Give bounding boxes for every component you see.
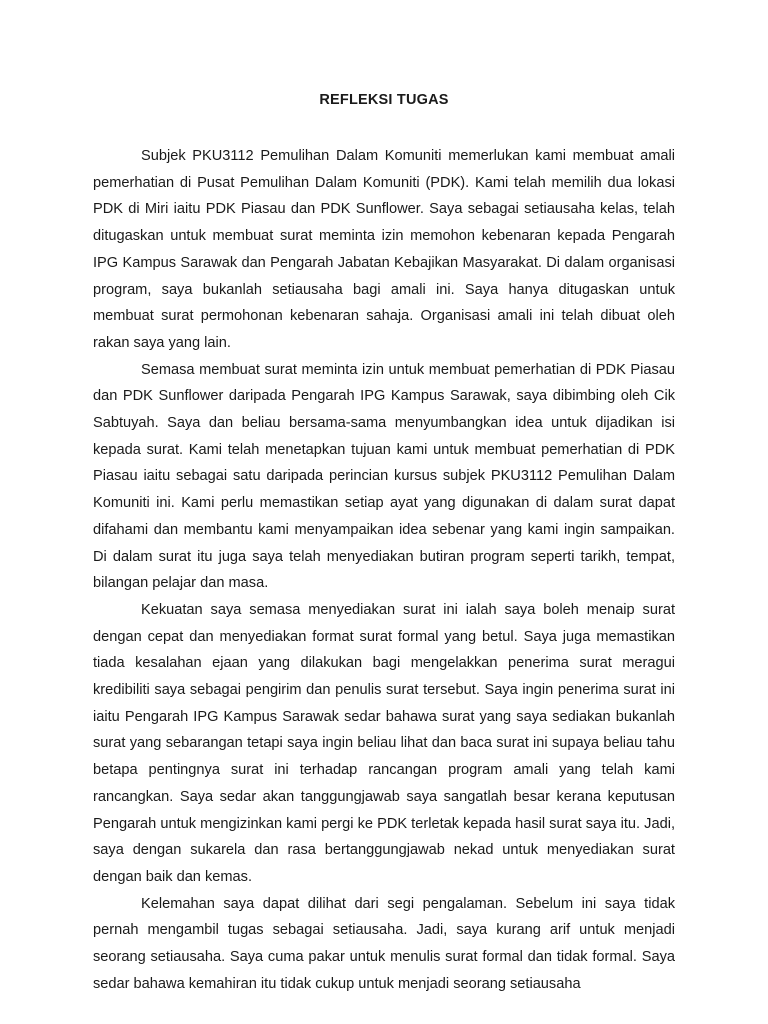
paragraph-1: Subjek PKU3112 Pemulihan Dalam Komuniti memerlukan kami membuat amali pemerhatian di Pusat Pemulihan Dalam Komuniti (PDK). Kami telah memilih dua lokasi PDK di Miri iaitu PDK Piasau dan PDK Sunflower. Saya sebagai setiausaha kelas, telah ditugaskan untuk membuat surat meminta izin memohon kebenaran kepada Pengarah IPG Kampus Sarawak dan Pengarah Jabatan Kebajikan Masyarakat. Di dalam organisasi program, saya bukanlah setiausaha bagi amali ini. Saya hanya ditugaskan untuk membuat surat permohonan kebenaran sahaja. Organisasi amali ini telah dibuat oleh rakan saya yang lain. <box>93 148 675 351</box>
paragraph-4: Kelemahan saya dapat dilihat dari segi pengalaman. Sebelum ini saya tidak pernah mengambil tugas sebagai setiausaha. Jadi, saya kurang arif untuk menjadi seorang setiausaha. Saya cuma pakar untuk menulis surat formal dan tidak formal. Saya sedar bahawa kemahiran itu tidak cukup untuk menjadi seorang setiausaha <box>93 895 675 992</box>
paragraph-3: Kekuatan saya semasa menyediakan surat ini ialah saya boleh menaip surat dengan cepat dan menyediakan format surat formal yang betul. Saya juga memastikan tiada kesalahan ejaan yang dilakukan bagi mengelakkan penerima surat meragui kredibiliti saya sebagai pengirim dan penulis surat tersebut. Saya ingin penerima surat ini iaitu Pengarah IPG Kampus Sarawak sedar bahawa surat yang saya sediakan bukanlah surat yang sebarangan tetapi saya ingin beliau lihat dan baca surat ini supaya beliau tahu betapa pentingnya surat ini terhadap rancangan program amali yang telah kami rancangkan. Saya sedar akan tanggungjawab saya sangatlah besar kerana keputusan Pengarah untuk mengizinkan kami pergi ke PDK terletak kepada hasil surat saya itu. Jadi, saya dengan sukarela dan rasa bertanggungjawab nekad untuk menyediakan surat dengan baik dan kemas. <box>93 601 675 885</box>
paragraph-2: Semasa membuat surat meminta izin untuk membuat pemerhatian di PDK Piasau dan PDK Sunflower daripada Pengarah IPG Kampus Sarawak, saya dibimbing oleh Cik Sabtuyah. Saya dan beliau bersama-sama menyumbangkan idea untuk dijadikan isi kepada surat. Kami telah menetapkan tujuan kami untuk membuat pemerhatian di PDK Piasau iaitu sebagai satu daripada perincian kursus subjek PKU3112 Pemulihan Dalam Komuniti ini. Kami perlu memastikan setiap ayat yang digunakan di dalam surat dapat difahami dan membantu kami menyampaikan idea sebenar yang kami ingin sampaikan. Di dalam surat itu juga saya telah menyediakan butiran program seperti tarikh, tempat, bilangan pelajar dan masa. <box>93 361 675 592</box>
document-title: REFLEKSI TUGAS <box>319 92 449 108</box>
document-body <box>93 143 675 998</box>
